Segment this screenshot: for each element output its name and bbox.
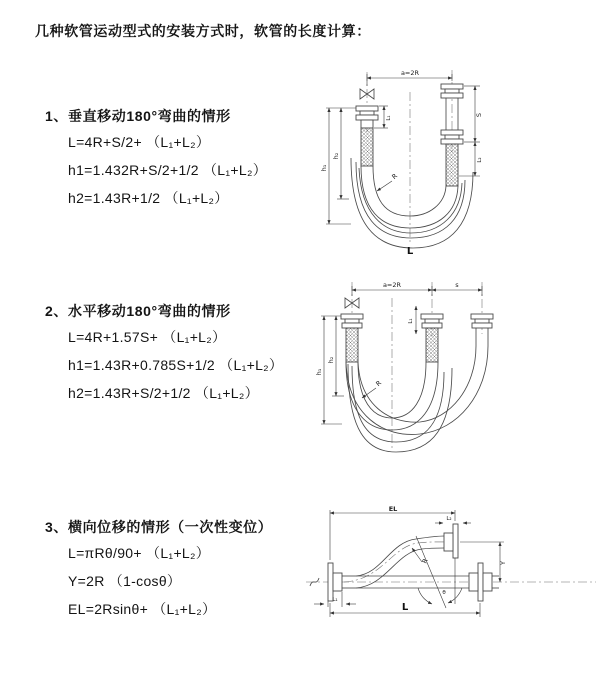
dim-label-s: S <box>475 112 483 118</box>
dimension-h1 <box>320 108 356 224</box>
dimension-L2 <box>435 516 471 523</box>
dimension-L1 <box>408 306 416 334</box>
section1-formula-h2: h2=1.43R+1/2 （L₁+L₂） <box>68 190 229 206</box>
section3-heading: 3、横向位移的情形（一次性变位） <box>45 519 273 535</box>
left-flange <box>341 314 363 362</box>
dim-label-h1: h₁ <box>315 368 323 376</box>
dim-label-l1: L₁ <box>386 115 392 121</box>
section-lateral-displacement <box>45 517 272 623</box>
diagram-vertical-180-bend <box>315 64 595 259</box>
section2-formula-L: L=4R+1.57S+ （L₁+L₂） <box>68 329 227 345</box>
dim-label-s: s <box>455 281 459 289</box>
diagram-lateral-displacement <box>298 500 600 645</box>
section2-heading: 2、水平移动180°弯曲的情形 <box>45 303 231 319</box>
section2-formula-h1: h1=1.43R+0.785S+1/2 （L₁+L₂） <box>68 357 284 373</box>
dim-label-a2r: a=2R <box>382 281 402 289</box>
dimension-L2 <box>459 142 483 176</box>
section1-formula-L: L=4R+S/2+ （L₁+L₂） <box>68 134 211 150</box>
middle-flange <box>421 314 443 362</box>
dimension-S <box>464 86 483 142</box>
dim-label-a2r: a=2R <box>400 69 420 77</box>
dim-label-L-total: L <box>406 246 414 257</box>
section3-formula-Y: Y=2R （1-cosθ） <box>68 573 182 589</box>
section2-formula-h2: h2=1.43R+S/2+1/2 （L₁+L₂） <box>68 385 259 401</box>
dim-label-l1: L₁ <box>408 318 414 324</box>
dimension-s <box>432 281 482 290</box>
section3-formula-EL: EL=2Rsinθ+ （L₁+L₂） <box>68 601 217 617</box>
dim-label-r: R <box>390 171 400 181</box>
section3-formula-L: L=πRθ/90+ （L₁+L₂） <box>68 545 211 561</box>
dimension-h2 <box>327 316 344 396</box>
hose-curves <box>346 346 488 452</box>
radius-callout <box>362 379 383 398</box>
dimension-h1 <box>315 316 342 424</box>
dim-label-theta: θ <box>442 590 446 596</box>
dim-label-l2: L₂ <box>477 157 483 163</box>
dim-label-el: EL <box>388 505 398 513</box>
page-title: 几种软管运动型式的安装方式时，软管的长度计算： <box>35 23 371 39</box>
dim-label-y: Y <box>499 561 507 565</box>
dim-label-l-total: L <box>401 602 409 613</box>
centerlines <box>367 70 452 244</box>
hose-s-curve <box>356 536 444 588</box>
dim-label-l2: L₂ <box>446 516 452 522</box>
dim-label-h2: h₂ <box>332 152 340 160</box>
section1-formula-h1: h1=1.432R+S/2+1/2 （L₁+L₂） <box>68 162 268 178</box>
dimension-h2 <box>332 108 349 199</box>
diagram-horizontal-180-bend <box>312 276 597 461</box>
dim-label-h2: h₂ <box>327 356 335 364</box>
dim-label-l1: L₁ <box>332 597 338 603</box>
upper-flange <box>444 524 458 558</box>
left-flange <box>356 106 378 166</box>
dimension-a-2R <box>352 281 482 296</box>
dim-label-r: R <box>374 378 384 388</box>
dimension-a-2R <box>367 69 452 86</box>
section-horizontal-180-bend <box>45 301 283 407</box>
dimension-L1 <box>314 592 356 607</box>
section-vertical-180-bend <box>45 106 267 212</box>
centerlines <box>352 282 482 448</box>
dim-label-r: R <box>420 557 430 565</box>
section1-heading: 1、垂直移动180°弯曲的情形 <box>45 108 231 124</box>
dim-label-h1: h₁ <box>320 164 328 172</box>
radius-callout <box>377 172 399 191</box>
